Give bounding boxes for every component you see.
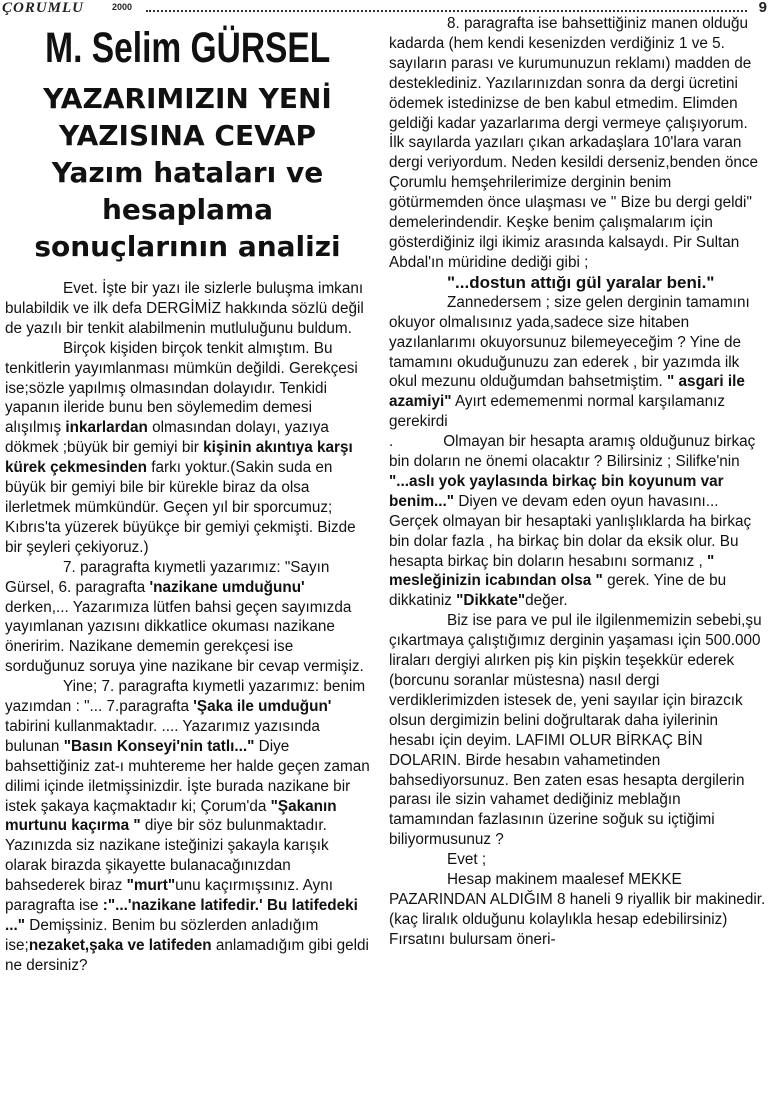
headline-line-5: sonuçlarının analizi [34, 230, 341, 263]
headline-line-3: Yazım hataları ve [51, 156, 324, 189]
right-body [389, 14, 766, 950]
issue-year: 2000 [112, 2, 133, 12]
paragraph: Evet ; [447, 851, 487, 869]
paragraph: Birçok kişiden birçok tenkit almıştım. Bu tenkitlerin yayımlanması mümkün değildi. Gerekçesi ise;sözle yapılmış olmasından dolayıdır. Tenkidi yapanın ileride bunu ben söylemedim demesi alışılmış inkarlardan olmasından dolayı, yazıya dökmek ;büyük bir gemiyi bir kişinin akıntıya karşı kürek çekmesinden farkı yoktur.(Sakin suda en büyük bir gemiyi bile bir kürekle biraz da olsa ilerletmek mümkündür. Geçen yıl bir sporcumuz; Kıbrıs'ta yüzerek büyükçe bir gemiyi çekmişti. Bizde bir şeyleri çekiyoruz.) [5, 339, 358, 556]
pull-quote: "...dostun attığı gül yaralar beni." [447, 272, 715, 292]
headline-line-2: YAZISINA CEVAP [58, 119, 317, 152]
headline-line-4: hesaplama [101, 193, 274, 226]
paragraph: Zannedersem ; size gelen derginin tamamını okuyor olmalısınız yada,sadece size hitaben yazılanlarımı okuyorsunuz bilemeyeceğim ? Yine de tamamını okuduğunuzu zan ederek , bir yazımda ilk okul mezunu olduğumdan bahsetmiştim. " asgari ile azamiyi" Ayırt edememenmi normal karşılamanız gerekirdi [389, 293, 750, 431]
header-dotted-rule [146, 10, 747, 12]
paragraph: Yine; 7. paragrafta kıymetli yazarımız: benim yazımdan : "... 7.paragrafta 'Şaka ile umduğun' tabirini kullanmaktadır. .... Yazarımız yazısında bulunan "Basın Konseyi'nin tatlı..." Diye bahsettiğiniz zat-ı muhtereme her halde geçen zaman dilimi içinde iletmişsinizdir. İşte burada nazikane bir istek şakaya kaçmaktadır ki; Çorum'da "Şakanın murtunu kaçırma " diye bir söz bulunmaktadır. Yazınızda siz nazikane isteğinizi şakayla karışık olarak birazda şikayette bulanacağınızdan bahsederek biraz "murt"unu kaçırmışsınız. Aynı paragrafta ise :"...'nazikane latifedir.' Bu latifedeki ..." Demişsiniz. Benim bu sözlerden anladığım ise;nezaket,şaka ve latifeden anlamadığım gibi geldi ne dersiniz? [5, 678, 370, 974]
paragraph: 7. paragrafta kıymetli yazarımız: "Sayın Gürsel, 6. paragrafta 'nazikane umduğunu' derken,... Yazarımıza lütfen bahsi geçen sayımızda yayımlanan yazısını dikkatlice okuması nazikane öneririm. Nazikane dememin gerekçesi ise sorduğunuz soruya yine nazikane bir cevap vermişiz. [5, 558, 364, 676]
paragraph: Biz ise para ve pul ile ilgilenmemizin sebebi,şu çıkartmaya çalıştığımız derginin yaşaması için 500.000 liraları dergiyi alırken piş kin pişkin teşekkür ederek (borcunu soranlar müstesna) nasıl dergi verdiklerimizden istesek de, yeni sayılar için birazcık olsun dergimizin belini doğrultarak daha iyilerinin hesabı için deyim. LAFIMI OLUR BİRKAÇ BİN DOLARIN. Birde hesabın vahametinden bahsediyorsunuz. Ben zaten esas hesapta dergilerin parası ile sizin vahamet dediğiniz meblağın tamamından fazlasının üzerine soğuk su içtiğimi biliyormusunuz ? [389, 612, 762, 849]
paragraph: . Olmayan bir hesapta aramış olduğunuz birkaç bin doların ne önemi olacaktır ? Bilirsiniz ; Silifke'nin "...aslı yok yaylasında birkaç bin koyunum var benim..." Diyen ve devam eden oyun havasını... Gerçek olmayan bir hesaptaki yanlışlıklarda ha birkaç bin dolar fazla , ha birkaç bin dolar da eksik olur. Bu hesapta birkaç bin doların hesabını sormanız , " mesleğinizin icabından olsa " gerek. Yine de bu dikkatiniz "Dikkate"değer. [389, 433, 756, 610]
magazine-logo: ÇORUMLU [2, 0, 85, 16]
author-name: M. Selim GÜRSEL [45, 24, 331, 72]
left-column [5, 22, 370, 976]
left-body [5, 279, 370, 976]
headline-line-1: YAZARIMIZIN YENİ [43, 82, 332, 115]
page-number: 9 [758, 0, 767, 16]
paragraph: Hesap makinem maalesef MEKKE PAZARINDAN ALDIĞIM 8 haneli 9 riyallik bir makinedir. (kaç liralık olduğunu kolaylıkla hesap edebilirsiniz) Fırsatını bulursam öneri- [389, 871, 766, 948]
paragraph: Evet. İşte bir yazı ile sizlerle buluşma imkanı bulabildik ve ilk defa DERGİMİZ hakkında sözlü değil de yazılı bir tenkit alabilmenin mutluluğunu buldum. [5, 280, 364, 337]
right-column [389, 14, 766, 950]
paragraph: 8. paragrafta ise bahsettiğiniz manen olduğu kadarda (hem kendi kesenizden verdiğiniz 1 ve 5. sayıların parası ve kurumunuzun reklamı) madden de desteklediniz. Yazılarınızdan sonra da dergi ücretini ödemek istedinizse de ben kabul etmedim. Elimden geldiği kadar yazarlarıma dergi vermeye çalışıyorum. İlk sayılarda yazıları çıkan arkadaşlara 10'lara varan dergi veriyordum. Neden kesildi derseniz,benden önce Çorumlu hemşehrilerimize derginin benim götürmemden önce ulaşması ve " Bize bu dergi geldi" demelerindendir. Keşke benim çalışmalarım için gösterdiğiniz ilgi ikimiz arasında kalsaydı. Pir Sultan Abdal'ın müridine dediği gibi ; [389, 15, 759, 271]
